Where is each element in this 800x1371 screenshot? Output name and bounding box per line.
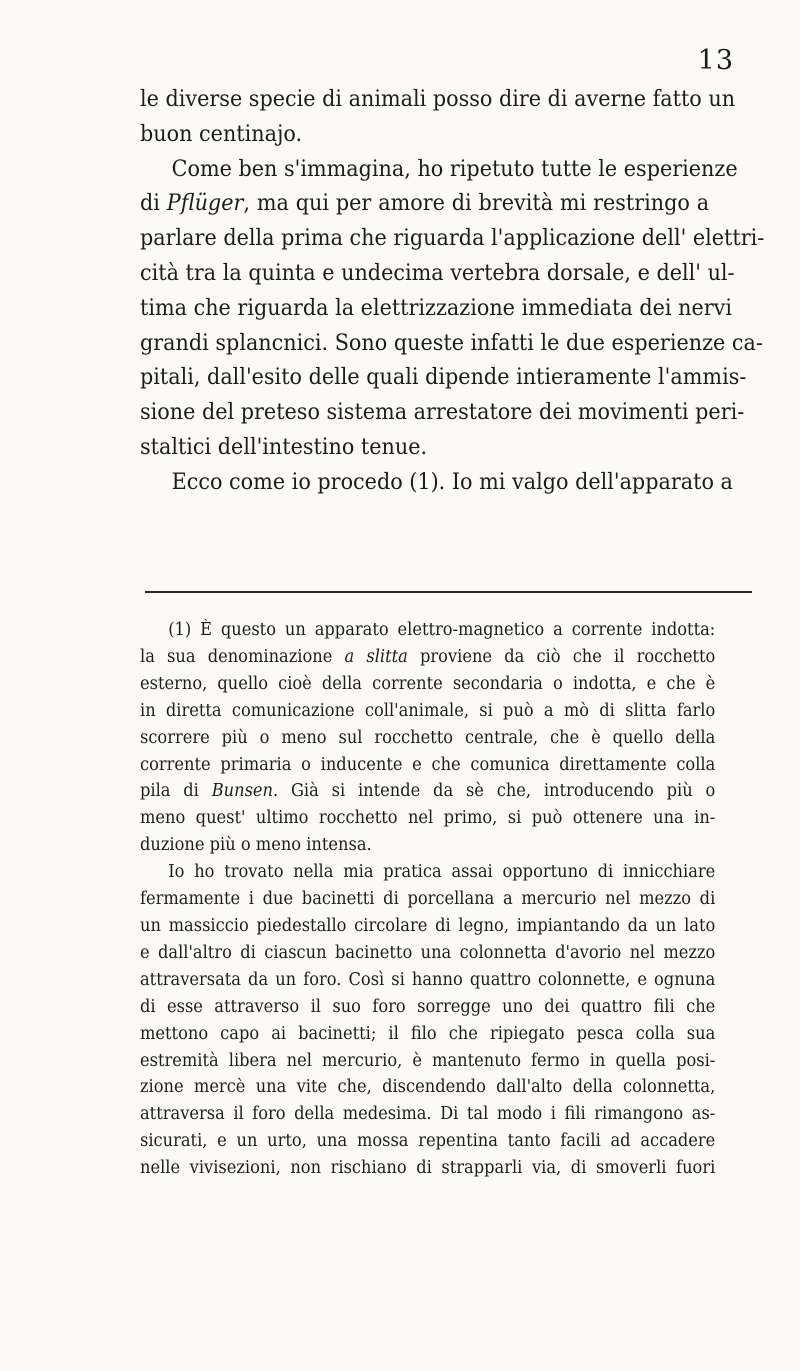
footnote — [140, 617, 715, 1182]
footnote-line: esterno, quello cioè della corrente secondaria o indotta, e che è — [140, 673, 716, 694]
text-line: Ecco come io procedo (1). Io mi valgo dell'apparato a — [171, 468, 733, 495]
footnote-line: duzione più o meno intensa. — [140, 835, 372, 856]
footnote-line: (1) È questo un apparato elettro-magnetico a corrente indotta: — [168, 620, 716, 640]
footnote-line: di esse attraverso il suo foro sorregge uno dei quattro fili che — [140, 996, 716, 1017]
main-text — [140, 82, 765, 500]
text-line: tima che riguarda la elettrizzazione immediata dei nervi — [140, 294, 732, 321]
footnote-line: e dall'altro di ciascun bacinetto una colonnetta d'avorio nel mezzo — [140, 942, 716, 963]
text-line: parlare della prima che riguarda l'applicazione dell' elettri- — [140, 225, 765, 252]
text-line: cità tra la quinta e undecima vertebra dorsale, e dell' ul- — [140, 259, 735, 286]
footnote-line: Io ho trovato nella mia pratica assai opportuno di innicchiare — [168, 862, 716, 883]
italic-term: a slitta — [344, 646, 408, 667]
footnote-line: attraversata da un foro. Così si hanno quattro colonnette, e ognuna — [140, 969, 716, 990]
footnote-divider — [145, 591, 752, 593]
footnote-line: pila di Bunsen. Già si intende da sè che, introducendo più o — [140, 781, 716, 802]
footnote-line: mettono capo ai bacinetti; il filo che ripiegato pesca colla sua — [140, 1023, 716, 1044]
footnote-line: scorrere più o meno sul rocchetto centrale, che è quello della — [140, 727, 716, 748]
footnote-line: un massiccio piedestallo circolare di legno, impiantando da un lato — [140, 915, 716, 936]
text-line: grandi splancnici. Sono queste infatti le due esperienze ca- — [140, 329, 763, 356]
text-line: sione del preteso sistema arrestatore dei movimenti peri- — [140, 399, 745, 426]
text-line: pitali, dall'esito delle quali dipende intieramente l'ammis- — [140, 364, 747, 391]
text-line: buon centinajo. — [140, 120, 303, 147]
page-number: 13 — [697, 45, 734, 76]
footnote-line: nelle vivisezioni, non rischiano di strapparli via, di smoverli fuori — [140, 1158, 716, 1179]
text-line: di Pflüger, ma qui per amore di brevità mi restringo a — [140, 190, 710, 217]
footnote-line: attraversa il foro della medesima. Di tal modo i fili rimangono as- — [140, 1104, 716, 1125]
text-line: le diverse specie di animali posso dire di averne fatto un — [140, 86, 736, 112]
footnote-line: estremità libera nel mercurio, è mantenuto fermo in quella posi- — [140, 1050, 716, 1071]
footnote-line: la sua denominazione a slitta proviene da ciò che il rocchetto — [140, 646, 716, 667]
footnote-line: sicurati, e un urto, una mossa repentina tanto facili ad accadere — [140, 1131, 716, 1152]
text-line: Come ben s'immagina, ho ripetuto tutte le esperienze — [171, 155, 738, 182]
footnote-line: fermamente i due bacinetti di porcellana a mercurio nel mezzo di — [140, 889, 716, 910]
footnote-line: zione mercè una vite che, discendendo dall'alto della colonnetta, — [140, 1077, 716, 1098]
footnote-line: meno quest' ultimo rocchetto nel primo, si può ottenere una in- — [140, 808, 716, 829]
footnote-line: in diretta comunicazione coll'animale, si può a mò di slitta farlo — [140, 700, 716, 721]
italic-term: Pflüger — [166, 190, 244, 217]
footnote-line: corrente primaria o inducente e che comunica direttamente colla — [140, 754, 716, 775]
italic-term: Bunsen — [211, 781, 273, 802]
text-line: staltici dell'intestino tenue. — [140, 433, 428, 460]
